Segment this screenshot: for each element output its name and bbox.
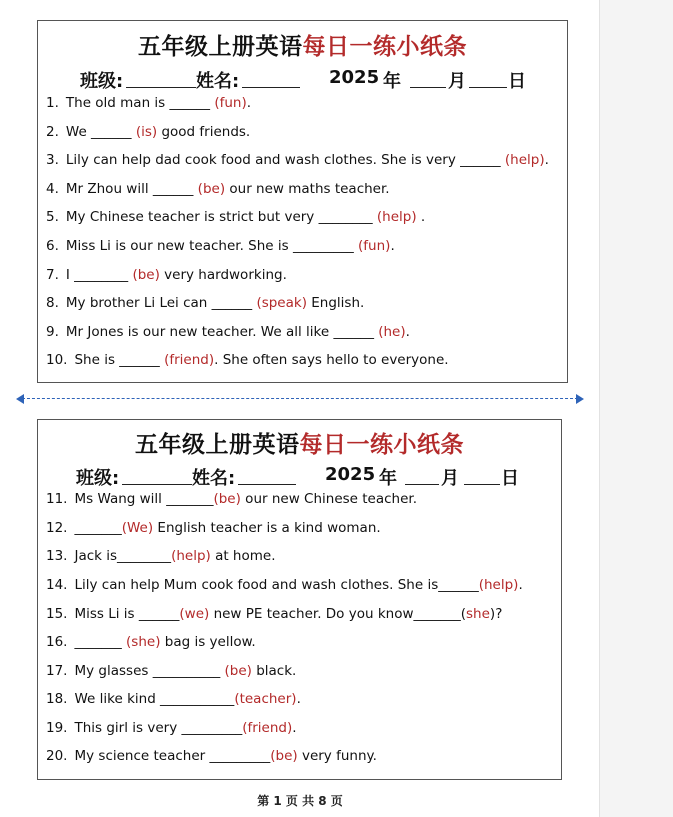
name-label: 姓名: — [196, 71, 240, 92]
question-item: 18. We like kind ___________(teacher). — [46, 691, 301, 707]
question-item: 3. Lily can help dad cook food and wash clothes. She is very ______ (help). — [46, 152, 549, 168]
year-char: 年 — [383, 71, 401, 92]
question-item: 4. Mr Zhou will ______ (be) our new maths teacher. — [46, 181, 390, 197]
month-char: 月 — [448, 71, 466, 92]
cut-line-arrow-left-icon — [16, 394, 24, 404]
day-char: 日 — [508, 71, 526, 92]
class-label: 班级: — [76, 468, 120, 489]
title-part-red: 每日一练小纸条 — [302, 34, 467, 60]
question-item: 10. She is ______ (friend). She often says hello to everyone. — [46, 352, 449, 368]
title-part-black: 五年级上册英语 — [138, 34, 303, 60]
question-item: 1. The old man is ______ (fun). — [46, 95, 252, 111]
question-item: 9. Mr Jones is our new teacher. We all like ______ (he). — [46, 324, 410, 340]
question-item: 5. My Chinese teacher is strict but very ________ (help) . — [46, 209, 426, 225]
worksheet-card-2 — [37, 419, 562, 780]
class-blank[interactable] — [122, 464, 192, 485]
name-blank[interactable] — [242, 67, 300, 88]
class-label: 班级: — [80, 71, 124, 92]
question-item: 2. We ______ (is) good friends. — [46, 124, 251, 140]
year-value: 2025 — [329, 67, 380, 88]
day-blank[interactable] — [469, 67, 507, 88]
month-blank[interactable] — [405, 464, 439, 485]
cut-line-arrow-right-icon — [576, 394, 584, 404]
question-item: 8. My brother Li Lei can ______ (speak) English. — [46, 295, 365, 311]
month-char: 月 — [441, 468, 459, 489]
question-item: 14. Lily can help Mum cook food and wash clothes. She is______(help). — [46, 577, 523, 593]
question-item: 11. Ms Wang will _______(be) our new Chinese teacher. — [46, 491, 418, 507]
class-blank[interactable] — [126, 67, 196, 88]
worksheet-card-1 — [37, 20, 568, 383]
question-item: 19. This girl is very _________(friend). — [46, 720, 297, 736]
worksheet-title — [38, 28, 567, 61]
viewer-margin — [600, 0, 673, 817]
question-item: 17. My glasses __________ (be) black. — [46, 663, 297, 679]
title-part-red: 每日一练小纸条 — [299, 432, 464, 458]
question-item: 7. I ________ (be) very hardworking. — [46, 267, 287, 283]
question-item: 16. _______ (she) bag is yellow. — [46, 634, 256, 650]
question-item: 12. _______(We) English teacher is a kind woman. — [46, 520, 381, 536]
title-part-black: 五年级上册英语 — [135, 432, 300, 458]
question-item: 15. Miss Li is ______(we) new PE teacher. Do you know_______(she)? — [46, 606, 503, 622]
worksheet-title — [38, 426, 561, 459]
name-blank[interactable] — [238, 464, 296, 485]
day-char: 日 — [501, 468, 519, 489]
year-value: 2025 — [325, 464, 376, 485]
name-label: 姓名: — [192, 468, 236, 489]
month-blank[interactable] — [410, 67, 446, 88]
question-item: 13. Jack is________(help) at home. — [46, 548, 276, 564]
year-char: 年 — [379, 468, 397, 489]
day-blank[interactable] — [464, 464, 500, 485]
question-item: 20. My science teacher _________(be) very funny. — [46, 748, 377, 764]
page-number: 第 1 页 共 8 页 — [257, 794, 343, 808]
cut-line-divider — [22, 398, 578, 399]
question-item: 6. Miss Li is our new teacher. She is _________ (fun). — [46, 238, 395, 254]
